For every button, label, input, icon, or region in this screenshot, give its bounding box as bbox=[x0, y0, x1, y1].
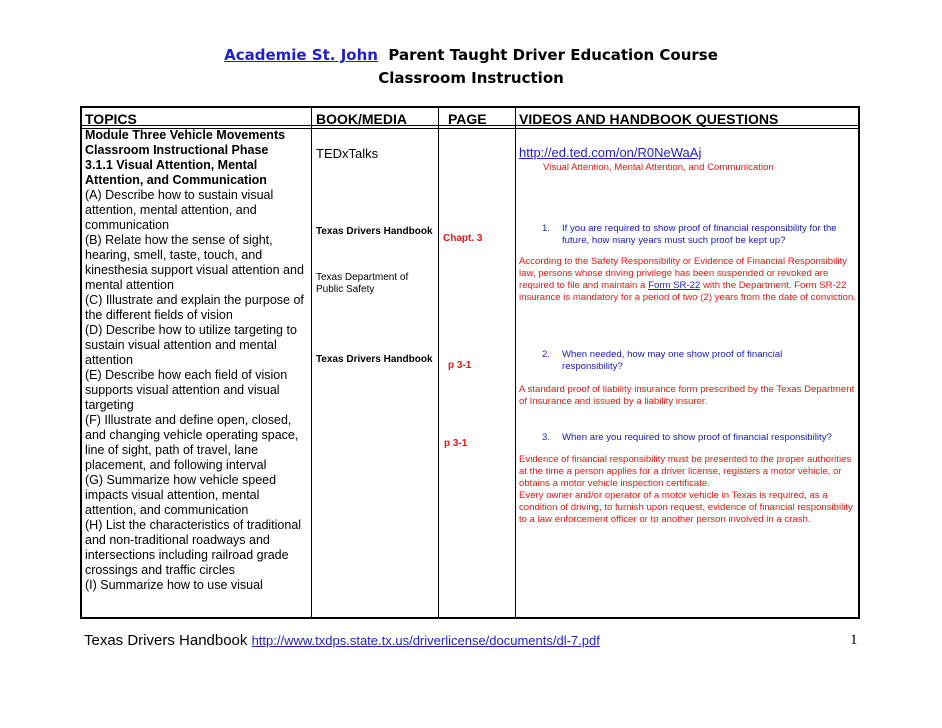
brand-link[interactable]: Academie St. John bbox=[224, 46, 378, 64]
header-book-media: BOOK/MEDIA bbox=[316, 111, 407, 127]
header-topics: TOPICS bbox=[85, 111, 137, 127]
module-title: Module Three Vehicle Movements bbox=[85, 128, 286, 142]
answer-text: Every owner and/or operator of a motor vehicle in Texas is required, as a condition of driving, to furnish upon request, evidence of financial responsibility to a law enforcement officer or to another person involved in a crash. bbox=[519, 490, 853, 525]
question-number: 1. bbox=[542, 223, 551, 234]
book-handbook-1: Texas Drivers Handbook bbox=[316, 226, 433, 237]
book-dps: Texas Department of Public Safety bbox=[316, 272, 409, 295]
book-tedx: TEDxTalks bbox=[316, 146, 379, 161]
header-line-1 bbox=[0, 44, 942, 67]
header-videos: VIDEOS AND HANDBOOK QUESTIONS bbox=[519, 111, 779, 127]
answer-3 bbox=[519, 454, 858, 526]
curriculum-table bbox=[80, 106, 860, 619]
footer-label: Texas Drivers Handbook bbox=[84, 632, 248, 649]
topic-item: (A) Describe how to sustain visual attention, mental attention, and communication bbox=[85, 188, 274, 232]
topic-item: (E) Describe how each field of vision supports visual attention and visual targeting bbox=[85, 368, 288, 412]
topic-item: (G) Summarize how vehicle speed impacts visual attention, mental attention, and communication bbox=[85, 473, 277, 517]
topic-item: (B) Relate how the sense of sight, hearing, smell, taste, touch, and kinesthesia support visual attention and mental attention bbox=[85, 233, 304, 292]
handbook-pdf-link[interactable]: http://www.txdps.state.tx.us/driverlicense/documents/dl-7.pdf bbox=[251, 633, 600, 648]
topics-cell bbox=[85, 128, 313, 593]
footer bbox=[84, 632, 600, 650]
topic-item: (H) List the characteristics of traditional and non-traditional roadways and intersections including railroad grade crossings and traffic circles bbox=[85, 518, 302, 577]
question-text: When are you required to show proof of financial responsibility? bbox=[562, 432, 832, 443]
answer-2: A standard proof of liability insurance form prescribed by the Texas Department of Insurance and issued by a liability insurer. bbox=[519, 384, 855, 407]
topic-item: (C) Illustrate and explain the purpose of the different fields of vision bbox=[85, 293, 304, 322]
header-subtitle: Classroom Instruction bbox=[378, 69, 564, 87]
topic-item: (I) Summarize how to use visual bbox=[85, 578, 263, 592]
document-header bbox=[0, 44, 942, 90]
section-title: 3.1.1 Visual Attention, Mental Attention, and Communication bbox=[85, 158, 267, 187]
video-caption: Visual Attention, Mental Attention, and Communication bbox=[543, 162, 774, 173]
topic-item: (D) Describe how to utilize targeting to sustain visual attention and mental attention bbox=[85, 323, 297, 367]
column-divider bbox=[438, 108, 439, 617]
ted-video-link[interactable]: http://ed.ted.com/on/R0NeWaAj bbox=[519, 145, 702, 160]
question-number: 3. bbox=[542, 432, 551, 443]
answer-1 bbox=[519, 256, 858, 304]
phase-title: Classroom Instructional Phase bbox=[85, 143, 269, 157]
page-number: 1 bbox=[850, 632, 858, 648]
answer-text: According to the Safety Responsibility or Evidence of Financial Responsibility law, persons whose driving privilege has been suspended or revoked are required to file and maintain a bbox=[519, 256, 847, 291]
course-title: Parent Taught Driver Education Course bbox=[388, 46, 718, 64]
page-ref-2: p 3-1 bbox=[448, 360, 472, 371]
answer-text: Evidence of financial responsibility must be presented to the proper authorities at the time a person applies for a driver license, registers a motor vehicle, or obtains a motor vehicle inspection certificate. bbox=[519, 454, 852, 489]
page-ref-3: p 3-1 bbox=[444, 438, 468, 449]
answer-text: with the Department. Form SR-22 insurance is mandatory for a period of two (2) years from the date of conviction. bbox=[519, 280, 857, 303]
page-ref-1: Chapt. 3 bbox=[443, 233, 483, 244]
topic-item: (F) Illustrate and define open, closed, and changing vehicle operating space, line of sight, path of travel, lane placement, and following interval bbox=[85, 413, 299, 472]
book-handbook-2: Texas Drivers Handbook bbox=[316, 354, 433, 365]
form-sr22-link[interactable]: Form SR-22 bbox=[648, 280, 701, 291]
question-number: 2. bbox=[542, 349, 551, 360]
question-text: When needed, how may one show proof of financial responsibility? bbox=[562, 349, 783, 372]
column-divider bbox=[515, 108, 516, 617]
question-text: If you are required to show proof of financial responsibility for the future, how many years must such proof be kept up? bbox=[562, 223, 837, 246]
header-page: PAGE bbox=[448, 111, 487, 127]
